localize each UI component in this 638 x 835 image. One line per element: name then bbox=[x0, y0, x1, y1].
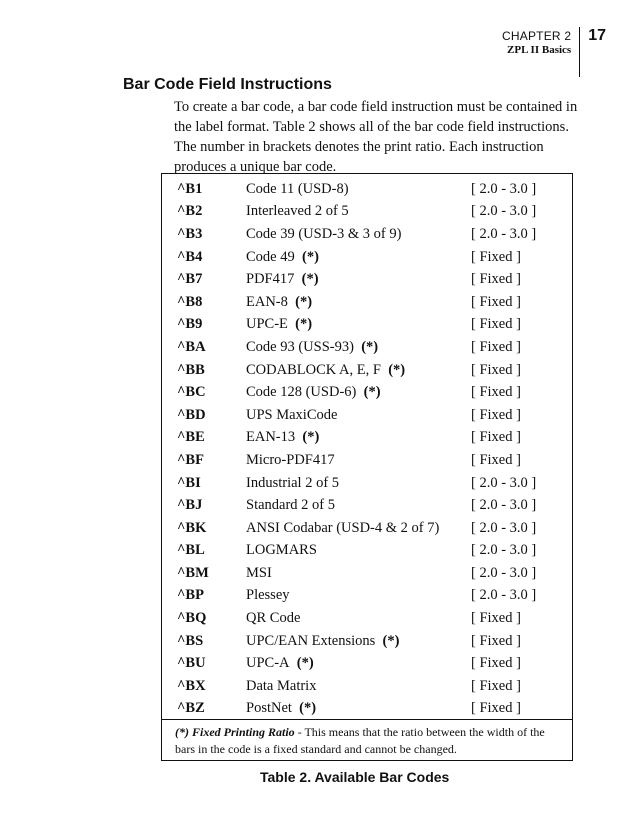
table-rows bbox=[162, 178, 572, 720]
fixed-ratio-flag: (*) bbox=[361, 338, 379, 355]
bar-code-table bbox=[161, 173, 573, 761]
ratio-cell: [ 2.0 - 3.0 ] bbox=[471, 474, 537, 491]
description-text: Code 128 (USD-6) bbox=[246, 384, 357, 401]
description-cell bbox=[246, 542, 471, 559]
command-cell: ^B8 bbox=[177, 293, 203, 310]
table-footnote bbox=[162, 719, 572, 761]
description-text: MSI bbox=[246, 564, 272, 581]
description-cell bbox=[246, 587, 471, 604]
ratio-cell: [ 2.0 - 3.0 ] bbox=[471, 203, 537, 220]
table-row bbox=[162, 585, 572, 608]
ratio-cell: [ Fixed ] bbox=[471, 677, 521, 694]
description-text: LOGMARS bbox=[246, 542, 317, 559]
description-text: ANSI Codabar (USD-4 & 2 of 7) bbox=[246, 519, 440, 536]
description-cell bbox=[246, 475, 471, 492]
section-label: ZPL II Basics bbox=[507, 44, 572, 56]
ratio-cell: [ Fixed ] bbox=[471, 338, 521, 355]
command-cell: ^BI bbox=[177, 474, 201, 491]
description-text: QR Code bbox=[246, 610, 301, 627]
description-cell bbox=[246, 429, 471, 446]
description-cell bbox=[246, 678, 471, 695]
description-text: CODABLOCK A, E, F bbox=[246, 361, 381, 378]
command-cell: ^BD bbox=[177, 406, 206, 423]
description-cell bbox=[246, 633, 471, 650]
description-cell bbox=[246, 700, 471, 717]
table-row bbox=[162, 381, 572, 404]
description-cell bbox=[246, 203, 471, 220]
fixed-ratio-flag: (*) bbox=[295, 316, 313, 333]
description-text: UPC-E bbox=[246, 316, 288, 333]
fixed-ratio-flag: (*) bbox=[302, 429, 320, 446]
description-cell bbox=[246, 565, 471, 582]
description-text: Code 49 bbox=[246, 248, 295, 265]
header-text bbox=[502, 29, 579, 57]
description-text: EAN-8 bbox=[246, 293, 288, 310]
ratio-cell: [ 2.0 - 3.0 ] bbox=[471, 497, 537, 514]
table-row bbox=[162, 630, 572, 653]
ratio-cell: [ 2.0 - 3.0 ] bbox=[471, 542, 537, 559]
command-cell: ^B3 bbox=[177, 225, 203, 242]
command-cell: ^BA bbox=[177, 338, 206, 355]
fixed-ratio-flag: (*) bbox=[301, 271, 319, 288]
table-row bbox=[162, 472, 572, 495]
ratio-cell: [ Fixed ] bbox=[471, 384, 521, 401]
table-row bbox=[162, 652, 572, 675]
ratio-cell: [ Fixed ] bbox=[471, 406, 521, 423]
description-cell bbox=[246, 226, 471, 243]
description-text: UPC/EAN Extensions bbox=[246, 632, 376, 649]
table-row bbox=[162, 607, 572, 630]
ratio-cell: [ 2.0 - 3.0 ] bbox=[471, 519, 537, 536]
intro-paragraph: To create a bar code, a bar code field instruction must be contained in the label format. Table 2 shows all of the bar code field instructions. The number in brackets denotes the print ratio. Each instruction produces a unique bar code. bbox=[174, 99, 578, 175]
command-cell: ^BP bbox=[177, 587, 204, 604]
command-cell: ^B4 bbox=[177, 248, 203, 265]
command-cell: ^BB bbox=[177, 361, 205, 378]
description-cell bbox=[246, 655, 471, 672]
ratio-cell: [ Fixed ] bbox=[471, 655, 521, 672]
table-row bbox=[162, 698, 572, 721]
table-row bbox=[162, 449, 572, 472]
fixed-ratio-flag: (*) bbox=[295, 293, 313, 310]
description-text: UPS MaxiCode bbox=[246, 406, 338, 423]
description-text: UPC-A bbox=[246, 655, 290, 672]
description-text: Code 11 (USD-8) bbox=[246, 180, 349, 197]
table-row bbox=[162, 246, 572, 269]
description-cell bbox=[246, 316, 471, 333]
description-cell bbox=[246, 249, 471, 266]
table-row bbox=[162, 291, 572, 314]
command-cell: ^BF bbox=[177, 451, 204, 468]
description-cell bbox=[246, 610, 471, 627]
table-row bbox=[162, 268, 572, 291]
table-row bbox=[162, 359, 572, 382]
ratio-cell: [ Fixed ] bbox=[471, 248, 521, 265]
table-row bbox=[162, 314, 572, 337]
description-text: Standard 2 of 5 bbox=[246, 497, 335, 514]
description-text: PDF417 bbox=[246, 271, 295, 288]
table-row bbox=[162, 201, 572, 224]
command-cell: ^B2 bbox=[177, 203, 203, 220]
fixed-ratio-flag: (*) bbox=[301, 248, 319, 265]
table-row bbox=[162, 675, 572, 698]
table-row bbox=[162, 540, 572, 563]
description-text: Micro-PDF417 bbox=[246, 451, 335, 468]
command-cell: ^BK bbox=[177, 519, 207, 536]
chapter-label: CHAPTER 2 bbox=[502, 29, 572, 43]
ratio-cell: [ Fixed ] bbox=[471, 316, 521, 333]
description-cell bbox=[246, 520, 471, 537]
ratio-cell: [ 2.0 - 3.0 ] bbox=[471, 180, 537, 197]
description-cell bbox=[246, 497, 471, 514]
description-cell bbox=[246, 407, 471, 424]
description-text: Code 39 (USD-3 & 3 of 9) bbox=[246, 225, 402, 242]
command-cell: ^BC bbox=[177, 384, 206, 401]
ratio-cell: [ 2.0 - 3.0 ] bbox=[471, 564, 537, 581]
ratio-cell: [ Fixed ] bbox=[471, 271, 521, 288]
table-row bbox=[162, 494, 572, 517]
command-cell: ^BU bbox=[177, 655, 206, 672]
description-cell bbox=[246, 452, 471, 469]
command-cell: ^BZ bbox=[177, 700, 205, 717]
ratio-cell: [ Fixed ] bbox=[471, 361, 521, 378]
command-cell: ^BX bbox=[177, 677, 206, 694]
description-cell bbox=[246, 271, 471, 288]
table-caption: Table 2. Available Bar Codes bbox=[260, 769, 450, 785]
description-cell bbox=[246, 384, 471, 401]
command-cell: ^B9 bbox=[177, 316, 203, 333]
footnote-label: (*) Fixed Printing Ratio bbox=[175, 725, 295, 739]
fixed-ratio-flag: (*) bbox=[382, 632, 400, 649]
ratio-cell: [ Fixed ] bbox=[471, 632, 521, 649]
fixed-ratio-flag: (*) bbox=[388, 361, 406, 378]
command-cell: ^B7 bbox=[177, 271, 203, 288]
description-text: Plessey bbox=[246, 587, 290, 604]
command-cell: ^BE bbox=[177, 429, 205, 446]
command-cell: ^B1 bbox=[177, 180, 203, 197]
description-text: EAN-13 bbox=[246, 429, 296, 446]
command-cell: ^BS bbox=[177, 632, 204, 649]
description-text: Code 93 (USS-93) bbox=[246, 338, 354, 355]
table-row bbox=[162, 223, 572, 246]
fixed-ratio-flag: (*) bbox=[296, 655, 314, 672]
page-header bbox=[502, 27, 606, 77]
description-cell bbox=[246, 339, 471, 356]
ratio-cell: [ Fixed ] bbox=[471, 429, 521, 446]
description-text: PostNet bbox=[246, 700, 292, 717]
ratio-cell: [ 2.0 - 3.0 ] bbox=[471, 587, 537, 604]
command-cell: ^BM bbox=[177, 564, 209, 581]
table-row bbox=[162, 178, 572, 201]
command-cell: ^BQ bbox=[177, 610, 207, 627]
description-text: Industrial 2 of 5 bbox=[246, 474, 340, 491]
ratio-cell: [ 2.0 - 3.0 ] bbox=[471, 225, 537, 242]
footnote-text: - This means that the ratio between the width of the bars in the code is a fixed standard and cannot be changed. bbox=[175, 725, 545, 756]
ratio-cell: [ Fixed ] bbox=[471, 451, 521, 468]
description-cell bbox=[246, 294, 471, 311]
table-row bbox=[162, 517, 572, 540]
description-cell bbox=[246, 181, 471, 198]
fixed-ratio-flag: (*) bbox=[299, 700, 317, 717]
table-row bbox=[162, 404, 572, 427]
ratio-cell: [ Fixed ] bbox=[471, 700, 521, 717]
description-cell bbox=[246, 362, 471, 379]
table-row bbox=[162, 562, 572, 585]
table-row bbox=[162, 427, 572, 450]
section-title: Bar Code Field Instructions bbox=[123, 76, 332, 93]
page-number: 17 bbox=[588, 27, 606, 44]
description-text: Data Matrix bbox=[246, 677, 317, 694]
fixed-ratio-flag: (*) bbox=[363, 384, 381, 401]
command-cell: ^BL bbox=[177, 542, 205, 559]
command-cell: ^BJ bbox=[177, 497, 203, 514]
ratio-cell: [ Fixed ] bbox=[471, 610, 521, 627]
table-row bbox=[162, 336, 572, 359]
description-text: Interleaved 2 of 5 bbox=[246, 203, 349, 220]
ratio-cell: [ Fixed ] bbox=[471, 293, 521, 310]
